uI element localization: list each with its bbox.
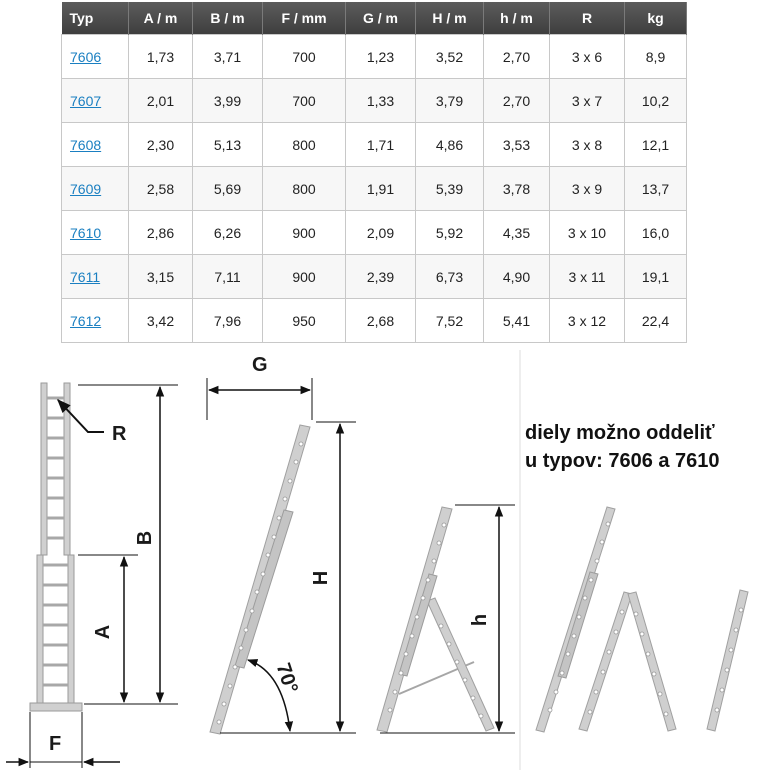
- label-b: B: [134, 530, 156, 546]
- table-cell: 800: [263, 167, 346, 211]
- table-cell: 3,78: [484, 167, 550, 211]
- table-cell: 6,26: [193, 211, 263, 255]
- table-cell: 5,92: [416, 211, 484, 255]
- table-cell: 4,35: [484, 211, 550, 255]
- table-cell: 5,39: [416, 167, 484, 211]
- table-cell: 7,11: [193, 255, 263, 299]
- header-a: A / m: [129, 2, 193, 35]
- type-link[interactable]: 7612: [70, 312, 102, 329]
- table-cell: 3 x 8: [550, 123, 625, 167]
- separable-note-line2: u typov: 7606 a 7610: [525, 450, 720, 472]
- table-cell: 4,86: [416, 123, 484, 167]
- type-cell: [62, 167, 129, 211]
- table-cell: 2,86: [129, 211, 193, 255]
- table-cell: 1,71: [346, 123, 416, 167]
- table-cell: 12,1: [625, 123, 687, 167]
- table-cell: 3,99: [193, 79, 263, 123]
- label-r: R: [112, 423, 127, 445]
- type-cell: [62, 35, 129, 79]
- table-cell: 5,69: [193, 167, 263, 211]
- table-cell: 6,73: [416, 255, 484, 299]
- type-cell: [62, 299, 129, 343]
- table-cell: 1,91: [346, 167, 416, 211]
- table-row: [62, 35, 687, 79]
- table-row: [62, 123, 687, 167]
- type-cell: [62, 211, 129, 255]
- table-cell: 2,09: [346, 211, 416, 255]
- table-cell: 3 x 12: [550, 299, 625, 343]
- type-link[interactable]: 7611: [70, 268, 101, 285]
- table-row: [62, 79, 687, 123]
- label-g: G: [252, 354, 268, 376]
- table-cell: 13,7: [625, 167, 687, 211]
- table-cell: 3 x 11: [550, 255, 625, 299]
- type-link[interactable]: 7609: [70, 180, 102, 197]
- table-cell: 3,52: [416, 35, 484, 79]
- table-row: [62, 299, 687, 343]
- label-a: A: [92, 624, 114, 640]
- table-cell: 3,15: [129, 255, 193, 299]
- table-cell: 5,41: [484, 299, 550, 343]
- table-cell: 2,58: [129, 167, 193, 211]
- table-cell: 16,0: [625, 211, 687, 255]
- table-cell: 2,70: [484, 79, 550, 123]
- table-cell: 7,52: [416, 299, 484, 343]
- header-h-upper: H / m: [416, 2, 484, 35]
- table-cell: 1,73: [129, 35, 193, 79]
- header-r: R: [550, 2, 625, 35]
- type-cell: [62, 123, 129, 167]
- table-cell: 3 x 7: [550, 79, 625, 123]
- header-kg: kg: [625, 2, 687, 35]
- table-cell: 3 x 6: [550, 35, 625, 79]
- table-cell: 3 x 10: [550, 211, 625, 255]
- table-cell: 2,70: [484, 35, 550, 79]
- label-h-upper: H: [310, 570, 332, 586]
- table-cell: 2,30: [129, 123, 193, 167]
- table-cell: 19,1: [625, 255, 687, 299]
- table-cell: 10,2: [625, 79, 687, 123]
- table-cell: 950: [263, 299, 346, 343]
- type-cell: [62, 79, 129, 123]
- separable-note-line1: diely možno oddeliť: [525, 422, 715, 444]
- table-cell: 7,96: [193, 299, 263, 343]
- table-cell: 3,71: [193, 35, 263, 79]
- table-cell: 2,39: [346, 255, 416, 299]
- type-link[interactable]: 7608: [70, 136, 102, 153]
- header-h-lower: h / m: [484, 2, 550, 35]
- type-link[interactable]: 7607: [70, 92, 102, 109]
- table-cell: 3 x 9: [550, 167, 625, 211]
- extended-ladder-figure: [30, 383, 82, 711]
- table-cell: 1,23: [346, 35, 416, 79]
- table-cell: 3,79: [416, 79, 484, 123]
- separable-parts-figure: [536, 507, 748, 732]
- table-row: [62, 167, 687, 211]
- table-cell: 3,42: [129, 299, 193, 343]
- label-h-lower: h: [469, 613, 491, 627]
- label-f: F: [49, 733, 62, 755]
- table-cell: 700: [263, 79, 346, 123]
- header-f: F / mm: [263, 2, 346, 35]
- table-cell: 800: [263, 123, 346, 167]
- table-cell: 4,90: [484, 255, 550, 299]
- ladder-diagram: [0, 345, 757, 777]
- table-cell: 900: [263, 211, 346, 255]
- type-link[interactable]: 7610: [70, 224, 102, 241]
- table-cell: 22,4: [625, 299, 687, 343]
- table-cell: 8,9: [625, 35, 687, 79]
- header-g: G / m: [346, 2, 416, 35]
- table-header-row: [62, 2, 687, 35]
- spec-table: [61, 2, 687, 343]
- header-typ: Typ: [62, 2, 129, 35]
- type-link[interactable]: 7606: [70, 48, 102, 65]
- label-angle: 70°: [271, 660, 302, 696]
- table-cell: 2,01: [129, 79, 193, 123]
- table-cell: 5,13: [193, 123, 263, 167]
- header-b: B / m: [193, 2, 263, 35]
- table-row: [62, 255, 687, 299]
- type-cell: [62, 255, 129, 299]
- table-row: [62, 211, 687, 255]
- table-cell: 1,33: [346, 79, 416, 123]
- table-cell: 700: [263, 35, 346, 79]
- table-cell: 900: [263, 255, 346, 299]
- table-cell: 3,53: [484, 123, 550, 167]
- table-cell: 2,68: [346, 299, 416, 343]
